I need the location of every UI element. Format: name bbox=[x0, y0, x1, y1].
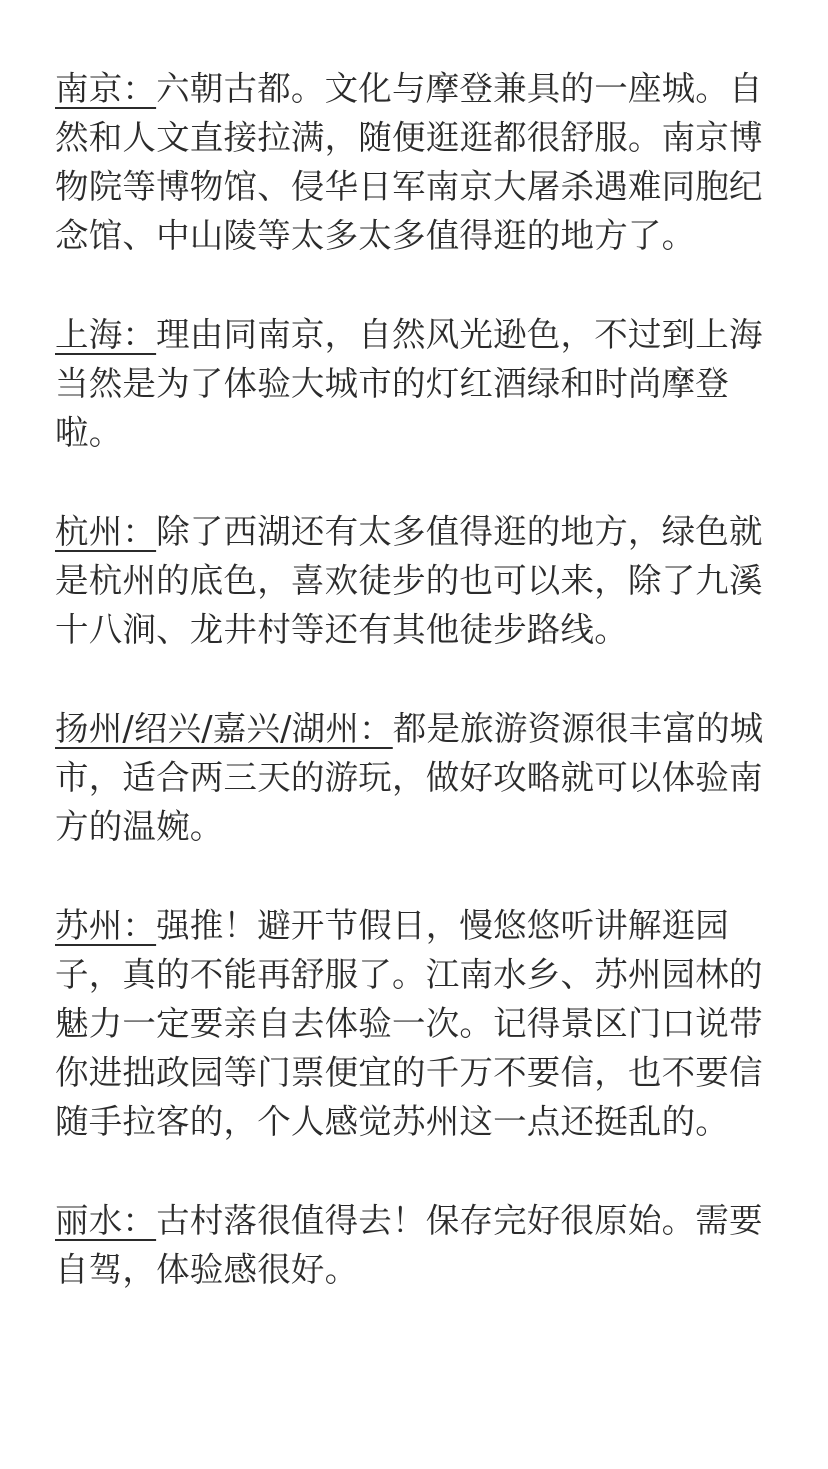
entry-heading: 杭州： bbox=[55, 512, 157, 551]
entry-text: 六朝古都。文化与摩登兼具的一座城。自然和人文直接拉满，随便逛逛都很舒服。南京博物院等博物馆、侵华日军南京大屠杀遇难同胞纪念馆、中山陵等太多太多值得逛的地方了。 bbox=[55, 69, 763, 255]
entry-text: 都是旅游资源很丰富的城市，适合两三天的游玩，做好攻略就可以体验南方的温婉。 bbox=[55, 709, 764, 846]
entry-text: 理由同南京，自然风光逊色，不过到上海当然是为了体验大城市的灯红酒绿和时尚摩登啦。 bbox=[55, 315, 763, 452]
entry-text: 古村落很值得去！保存完好很原始。需要自驾，体验感很好。 bbox=[55, 1201, 763, 1289]
entry-suzhou bbox=[55, 901, 771, 1146]
entry-heading: 南京： bbox=[55, 69, 157, 108]
entry-text: 除了西湖还有太多值得逛的地方，绿色就是杭州的底色，喜欢徒步的也可以来，除了九溪十八涧、龙井村等还有其他徒步路线。 bbox=[55, 512, 763, 649]
entry-heading: 苏州： bbox=[55, 906, 157, 945]
entry-shanghai bbox=[55, 310, 771, 457]
travel-notes-document bbox=[55, 64, 771, 1344]
entry-lishui bbox=[55, 1196, 771, 1294]
entry-hangzhou bbox=[55, 507, 771, 654]
entry-yangzhou-shaoxing-jiaxing-huzhou bbox=[55, 704, 771, 851]
entry-nanjing bbox=[55, 64, 771, 260]
entry-heading: 上海： bbox=[55, 315, 157, 354]
entry-text: 强推！避开节假日，慢悠悠听讲解逛园子，真的不能再舒服了。江南水乡、苏州园林的魅力一定要亲自去体验一次。记得景区门口说带你进拙政园等门票便宜的千万不要信，也不要信随手拉客的，个人感觉苏州这一点还挺乱的。 bbox=[55, 906, 763, 1141]
entry-heading: 丽水： bbox=[55, 1201, 157, 1240]
entry-heading: 扬州/绍兴/嘉兴/湖州： bbox=[55, 709, 393, 748]
